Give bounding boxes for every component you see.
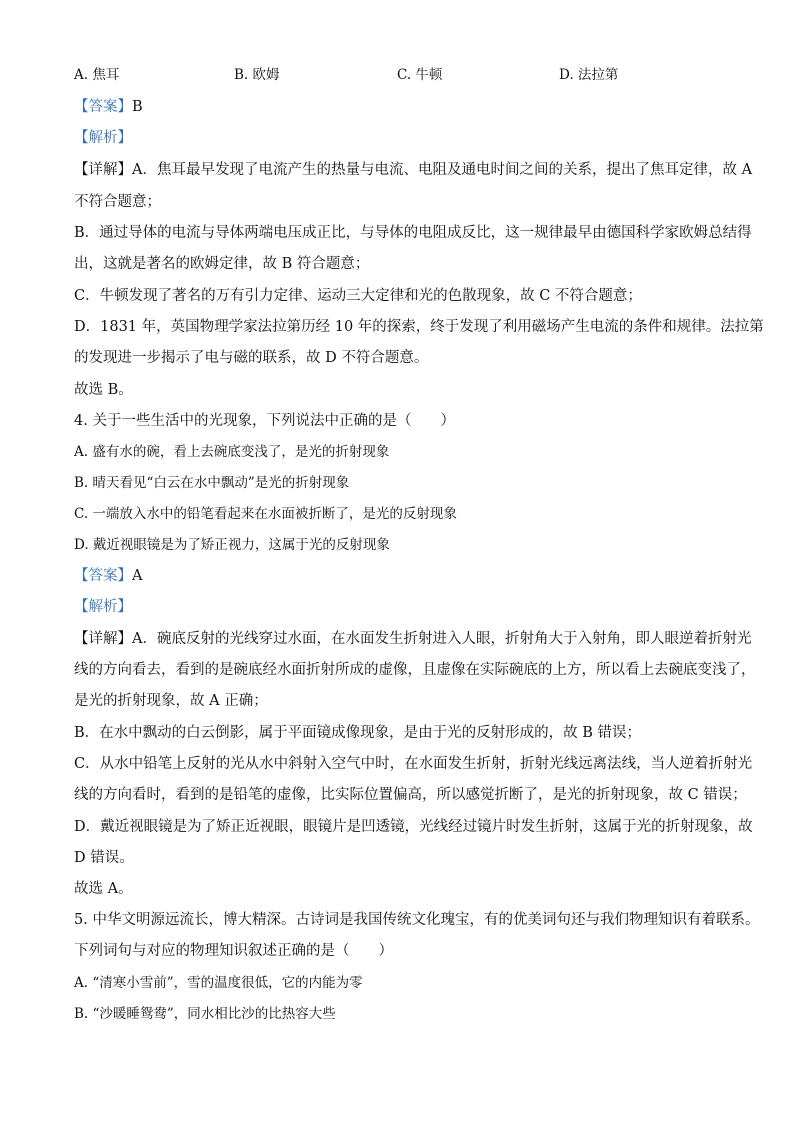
- q4-option-c: C. 一端放入水中的铅笔看起来在水面被折断了，是光的反射现象: [74, 506, 457, 522]
- q5-option-b: B. “沙暖睡鸳鸯”，同水相比沙的比热容大些: [74, 1006, 336, 1022]
- q3-line: 不符合题意；: [74, 194, 161, 210]
- answer-tag: 【答案】: [74, 568, 132, 584]
- q5-stem-line-1: 5. 中华文明源远流长，博大精深。古诗词是我国传统文化瑰宝，有的优美词句还与我们物理知识有着联系。: [74, 912, 760, 928]
- answer-tag: 【答案】: [74, 99, 132, 115]
- q4-line: C．从水中铅笔上反射的光从水中斜射入空气中时，在水面发生折射，折射光线远离法线，当人逆着折射光: [74, 756, 753, 772]
- q4-line: 线的方向看时，看到的是铅笔的虚像，比实际位置偏高，所以感觉折断了，是光的折射现象，故 C 错误；: [74, 787, 747, 803]
- q4-option-d: D. 戴近视眼镜是为了矫正视力，这属于光的反射现象: [74, 537, 390, 553]
- q3-option-c: C. 牛顿: [397, 67, 443, 83]
- q4-detail-line: [74, 629, 751, 649]
- answer-value: B: [132, 99, 143, 115]
- q4-stem: 4. 关于一些生活中的光现象，下列说法中正确的是（ ）: [74, 413, 455, 429]
- q4-line: D．戴近视眼镜是为了矫正近视眼，眼镜片是凹透镜，光线经过镜片时发生折射，这属于光的折射现象，故: [74, 819, 753, 835]
- analysis-tag: 【解析】: [74, 130, 132, 146]
- q4-line: 是光的折射现象，故 A 正确；: [74, 693, 268, 709]
- q3-line: D．1831 年，英国物理学家法拉第历经 10 年的探索，终于发现了利用磁场产生电流的条件和规律。法拉第: [74, 319, 764, 335]
- q3-option-a: A. 焦耳: [74, 67, 120, 83]
- q3-analysis-heading: [74, 128, 132, 148]
- q5-option-a: A. “清寒小雪前”，雪的温度很低，它的内能为零: [74, 975, 363, 991]
- detail-tag: 【详解】: [74, 162, 132, 178]
- q3-line: 出，这就是著名的欧姆定律，故 B 符合题意；: [74, 256, 370, 272]
- q3-line: 的发现进一步揭示了电与磁的联系，故 D 不符合题意。: [74, 350, 429, 366]
- q4-line: 线的方向看去，看到的是碗底经水面折射所成的虚像，且虚像在实际碗底的上方，所以看上去碗底变浅了，: [74, 662, 756, 678]
- answer-value: A: [132, 568, 143, 584]
- q4-conclusion: 故选 A。: [74, 881, 133, 897]
- q3-option-b: B. 欧姆: [234, 67, 280, 83]
- q4-answer: [74, 566, 142, 586]
- q4-analysis-heading: [74, 597, 132, 617]
- q4-option-b: B. 晴天看见“白云在水中飘动”是光的折射现象: [74, 475, 350, 491]
- q4-line: D 错误。: [74, 850, 134, 866]
- q3-option-d: D. 法拉第: [559, 67, 619, 83]
- q5-stem-line-2: 下列词句与对应的物理知识叙述正确的是（ ）: [74, 943, 393, 959]
- detail-tag: 【详解】: [74, 631, 132, 647]
- detail-text: A．碗底反射的光线穿过水面，在水面发生折射进入人眼，折射角大于入射角，即人眼逆着折射光: [132, 631, 752, 647]
- q3-line: B．通过导体的电流与导体两端电压成正比，与导体的电阻成反比，这一规律最早由德国科学家欧姆总结得: [74, 225, 752, 241]
- q4-line: B．在水中飘动的白云倒影，属于平面镜成像现象，是由于光的反射形成的，故 B 错误；: [74, 725, 642, 741]
- q3-answer: [74, 97, 143, 117]
- detail-text: A．焦耳最早发现了电流产生的热量与电流、电阻及通电时间之间的关系，提出了焦耳定律，故 A: [132, 162, 753, 178]
- q3-detail-line: [74, 160, 752, 180]
- q3-conclusion: 故选 B。: [74, 382, 133, 398]
- q4-option-a: A. 盛有水的碗，看上去碗底变浅了，是光的折射现象: [74, 444, 390, 460]
- q3-line: C．牛顿发现了著名的万有引力定律、运动三大定律和光的色散现象，故 C 不符合题意；: [74, 288, 642, 304]
- analysis-tag: 【解析】: [74, 599, 132, 615]
